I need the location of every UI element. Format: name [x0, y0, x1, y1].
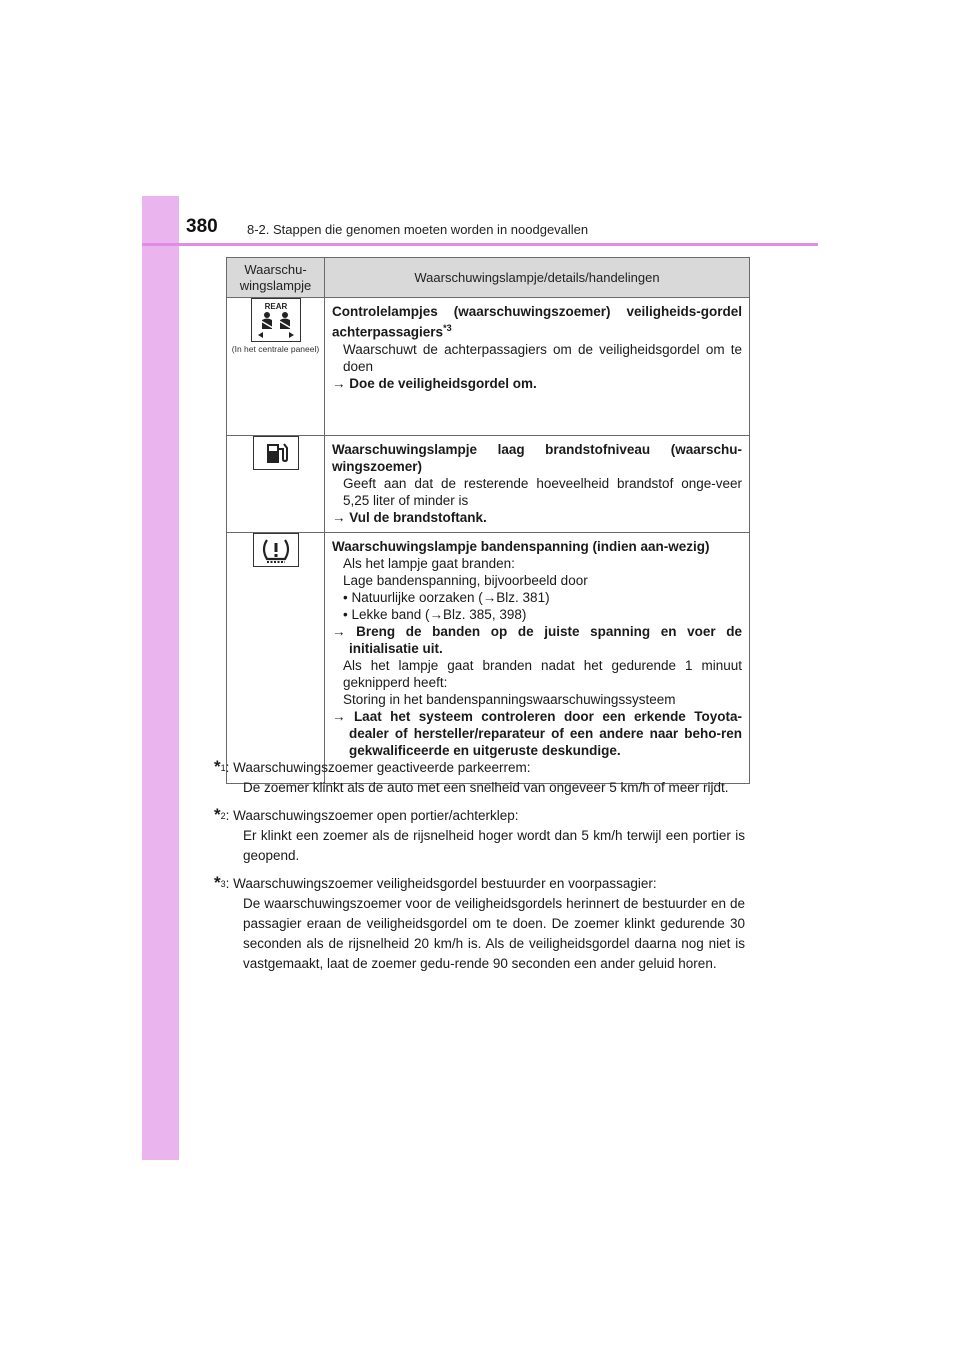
table-row — [227, 533, 750, 784]
footnote-ref: *3 — [443, 323, 452, 333]
footnote-star: * — [214, 805, 221, 824]
details-cell — [325, 298, 750, 436]
footnote-item — [214, 757, 745, 798]
row-title: Waarschuwingslampje laag brandstofniveau (waarschu-wingszoemer) — [332, 442, 742, 474]
icon-caption: (In het centrale paneel) — [231, 344, 320, 354]
row-action-text: Laat het systeem controleren door een erkende Toyota-dealer of hersteller/reparateur of een andere naar beho-ren gekwalificeerde en uitgeruste deskundige. — [349, 709, 742, 758]
table-row — [227, 436, 750, 533]
chapter-side-tab — [142, 196, 179, 1160]
row-action-text: Vul de brandstoftank. — [349, 510, 487, 525]
footnote-heading: *$^1$: Waarschuwingszoemer geactiveerde parkeerrem: — [214, 757, 531, 776]
header-light-label: Waarschu- wingslampje — [239, 261, 312, 293]
row-title-text: Controlelampjes (waarschuwingszoemer) veiligheids-gordel achterpassagiers — [332, 304, 742, 340]
footnote-text: De zoemer klinkt als de auto met een snelheid van ongeveer 5 km/h of meer rijdt. — [243, 780, 729, 795]
row-title — [332, 303, 742, 341]
footnote-text: De waarschuwingszoemer voor de veiligheidsgordels herinnert de bestuurder en de passagier eraan de veiligheidsgordel om te doen. De zoemer klinkt gedurende 30 seconden als de rijsnelheid 20 km/h is. Als de veiligheidsgordel daarna nog niet is vastgemaakt, laat de zoemer gedu-rende 90 seconden een ander geluid horen. — [243, 896, 745, 971]
table-header-row — [227, 258, 750, 298]
row-title: Waarschuwingslampje bandenspanning (indien aan-wezig) — [332, 539, 710, 554]
page-number: 380 — [186, 216, 218, 237]
row-action-text: Breng de banden op de juiste spanning en voer de initialisatie uit. — [349, 624, 742, 656]
icon-cell — [227, 533, 325, 784]
section-title: 8-2. Stappen die genomen moeten worden in noodgevallen — [247, 222, 589, 237]
footnotes — [214, 757, 745, 981]
list-item: • Natuurlijke oorzaken (→Blz. 381) — [343, 590, 550, 605]
bullet-icon: • — [343, 590, 352, 605]
footnote-item — [214, 873, 745, 974]
footnote-heading: *$^2$: Waarschuwingszoemer open portier/achterklep: — [214, 805, 519, 824]
rear-seatbelt-reminder-icon — [251, 298, 301, 342]
row-action — [332, 623, 742, 657]
footnote-star: * — [214, 873, 221, 892]
row-action — [332, 375, 742, 392]
footnote-number: 1 — [220, 763, 226, 773]
row-detail: Lage bandenspanning, bijvoorbeeld door — [343, 573, 588, 588]
tire-pressure-warning-icon — [253, 533, 299, 567]
row-detail: Geeft aan dat de resterende hoeveelheid brandstof onge-veer 5,25 liter of minder is — [343, 476, 742, 508]
footnote-item — [214, 805, 745, 866]
arrow-icon: → — [332, 624, 357, 639]
row-action-text: Doe de veiligheidsgordel om. — [349, 375, 537, 391]
arrow-icon: → — [332, 709, 354, 724]
bullet-icon: • — [343, 607, 352, 622]
footnote-number: 2 — [220, 811, 226, 821]
icon-cell — [227, 298, 325, 436]
details-cell — [325, 436, 750, 533]
footnote-number: 3 — [220, 879, 226, 889]
row-action — [332, 708, 742, 759]
row-detail: Waarschuwt de achterpassagiers om de veiligheidsgordel om te doen — [343, 341, 742, 374]
column-header-light — [227, 258, 325, 298]
low-fuel-icon — [253, 436, 299, 470]
row-detail: Als het lampje gaat branden: — [343, 556, 515, 571]
footnote-text: Er klinkt een zoemer als de rijsnelheid hoger wordt dan 5 km/h terwijl een portier is geopend. — [243, 828, 745, 863]
footnote-star: * — [214, 757, 221, 776]
row-action — [332, 509, 742, 526]
arrow-icon: → — [332, 375, 350, 391]
icon-cell — [227, 436, 325, 533]
list-item: • Lekke band (→Blz. 385, 398) — [343, 607, 527, 622]
column-header-details: Waarschuwingslampje/details/handelingen — [325, 258, 750, 298]
table-row — [227, 298, 750, 436]
rear-icon-label: REAR — [264, 302, 287, 311]
row-detail: Als het lampje gaat branden nadat het gedurende 1 minuut geknipperd heeft: — [343, 658, 742, 690]
warning-light-table — [226, 257, 750, 784]
row-detail: Storing in het bandenspanningswaarschuwingssysteem — [343, 692, 676, 707]
header-rule — [142, 243, 818, 246]
footnote-heading: *$^3$: Waarschuwingszoemer veiligheidsgordel bestuurder en voorpassagier: — [214, 873, 657, 892]
details-cell — [325, 533, 750, 784]
arrow-icon: → — [332, 510, 350, 525]
